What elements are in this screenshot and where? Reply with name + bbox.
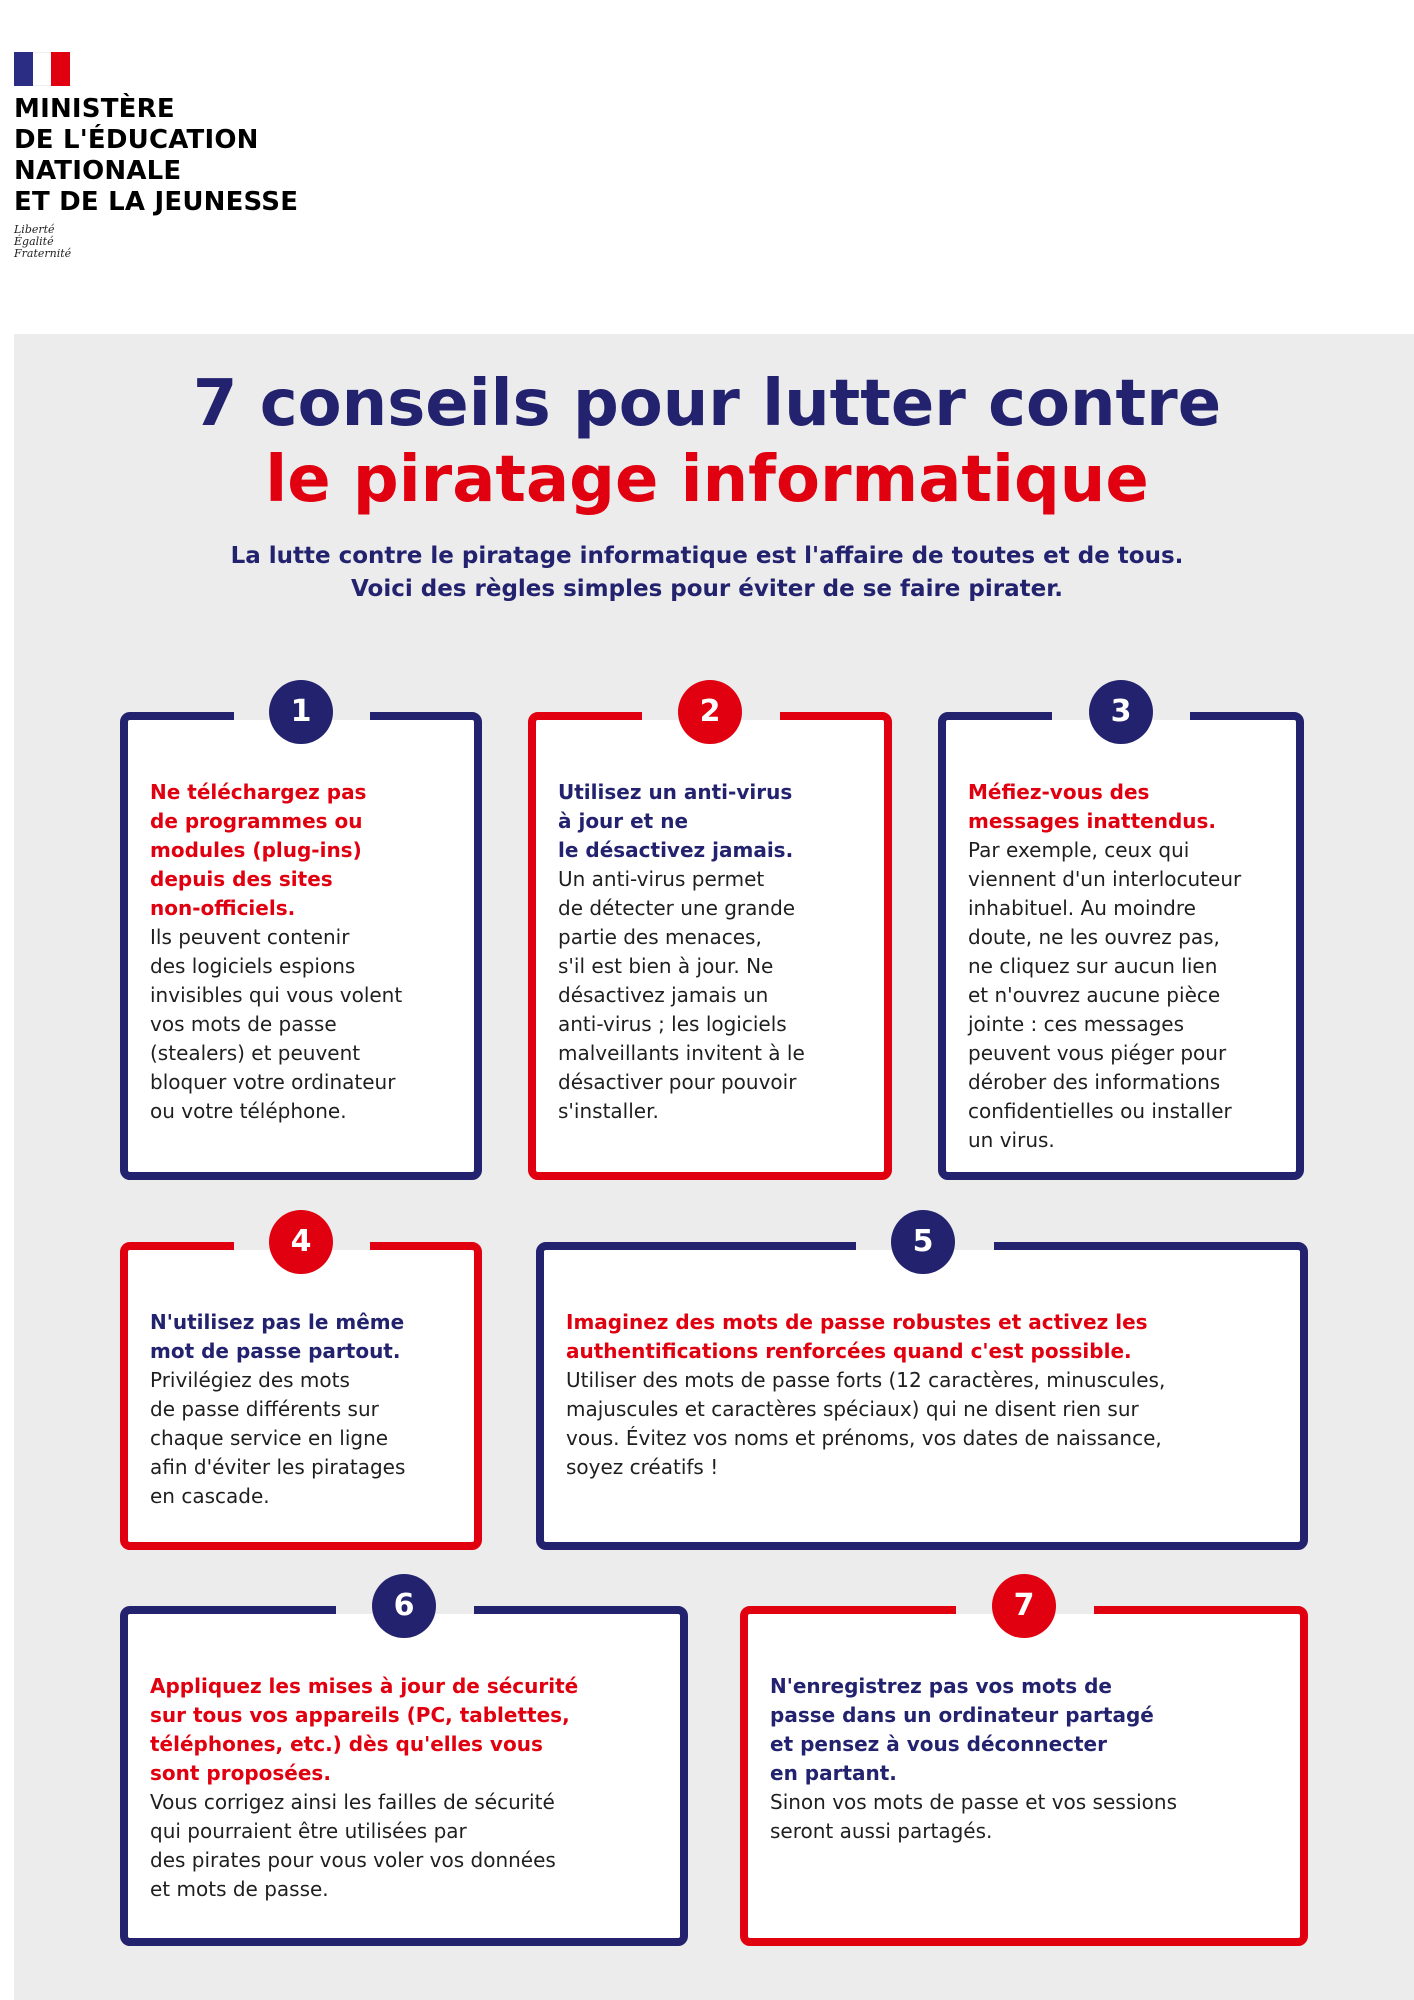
tip-heading: N'utilisez pas le même mot de passe partout. bbox=[150, 1310, 405, 1363]
tip-heading: N'enregistrez pas vos mots de passe dans un ordinateur partagé et pensez à vous déconnecter en partant. bbox=[770, 1674, 1154, 1785]
tip-number-badge: 3 bbox=[1089, 680, 1153, 744]
page-title-line2: le piratage informatique bbox=[265, 443, 1149, 517]
tip-body: Privilégiez des mots de passe différents sur chaque service en ligne afin d'éviter les piratages en cascade. bbox=[150, 1368, 406, 1508]
ministry-name bbox=[14, 94, 414, 218]
tip-card-6 bbox=[120, 1588, 688, 1946]
ministry-line: ET DE LA JEUNESSE bbox=[14, 187, 299, 217]
tip-heading: Utilisez un anti-virus à jour et ne le désactivez jamais. bbox=[558, 780, 794, 862]
tip-number-badge: 1 bbox=[269, 680, 333, 744]
tip-number-badge: 2 bbox=[678, 680, 742, 744]
tip-body: Utiliser des mots de passe forts (12 caractères, minuscules, majuscules et caractères spéciaux) qui ne disent rien sur vous. Évitez vos noms et prénoms, vos dates de naissance, soyez créatifs ! bbox=[566, 1368, 1166, 1479]
republic-motto bbox=[14, 224, 414, 260]
tip-body: Vous corrigez ainsi les failles de sécurité qui pourraient être utilisées par des pirates pour vous voler vos données et mots de passe. bbox=[150, 1790, 556, 1901]
ministry-line: NATIONALE bbox=[14, 156, 182, 186]
tip-card-3 bbox=[938, 694, 1304, 1180]
tip-body: Un anti-virus permet de détecter une grande partie des menaces, s'il est bien à jour. Ne désactivez jamais un anti-virus ; les logiciels malveillants invitent à le désactiver pour pouvoir s'installer. bbox=[558, 867, 805, 1123]
motto-line: Égalité bbox=[14, 235, 54, 248]
tip-number-badge: 6 bbox=[372, 1574, 436, 1638]
tip-heading: Imaginez des mots de passe robustes et activez les authentifications renforcées quand c'est possible. bbox=[566, 1310, 1148, 1363]
tip-number-badge: 7 bbox=[992, 1574, 1056, 1638]
tip-card-7 bbox=[740, 1588, 1308, 1946]
tip-card-2 bbox=[528, 694, 892, 1180]
motto-line: Liberté bbox=[14, 223, 55, 236]
tip-card-5 bbox=[536, 1224, 1308, 1550]
tip-card-1 bbox=[120, 694, 482, 1180]
page-title-line1: 7 conseils pour lutter contre bbox=[192, 367, 1222, 441]
subtitle-line2: Voici des règles simples pour éviter de se faire pirater. bbox=[350, 576, 1064, 602]
tip-heading: Ne téléchargez pas de programmes ou modules (plug-ins) depuis des sites non-officiels. bbox=[150, 780, 367, 920]
subtitle-line1: La lutte contre le piratage informatique est l'affaire de toutes et de tous. bbox=[230, 543, 1184, 569]
ministry-line: MINISTÈRE bbox=[14, 94, 175, 124]
tip-heading: Appliquez les mises à jour de sécurité sur tous vos appareils (PC, tablettes, téléphones, etc.) dès qu'elles vous sont proposées. bbox=[150, 1674, 579, 1785]
tip-body: Par exemple, ceux qui viennent d'un interlocuteur inhabituel. Au moindre doute, ne les ouvrez pas, ne cliquez sur aucun lien et n'ouvrez aucune pièce jointe : ces messages peuvent vous piéger pour dérober des informations confidentielles ou installer un virus. bbox=[968, 838, 1242, 1152]
ministry-line: DE L'ÉDUCATION bbox=[14, 125, 259, 155]
tip-card-4 bbox=[120, 1224, 482, 1550]
tip-body: Sinon vos mots de passe et vos sessions seront aussi partagés. bbox=[770, 1790, 1178, 1843]
french-flag-icon bbox=[14, 52, 70, 86]
tip-body: Ils peuvent contenir des logiciels espions invisibles qui vous volent vos mots de passe (stealers) et peuvent bloquer votre ordinateur ou votre téléphone. bbox=[150, 925, 403, 1123]
ministry-logo bbox=[14, 52, 414, 260]
tip-number-badge: 4 bbox=[269, 1210, 333, 1274]
tip-heading: Méfiez-vous des messages inattendus. bbox=[968, 780, 1217, 833]
tip-number-badge: 5 bbox=[891, 1210, 955, 1274]
motto-line: Fraternité bbox=[14, 247, 72, 260]
